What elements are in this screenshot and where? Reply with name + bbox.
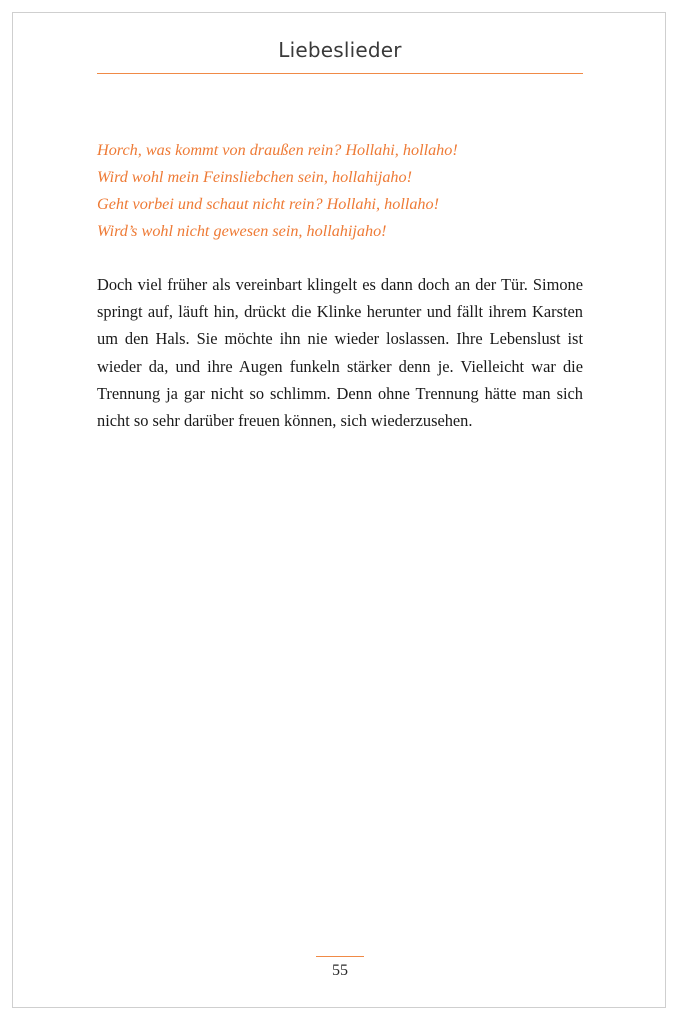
song-line: Wird wohl mein Feinsliebchen sein, hollahijaho!: [97, 168, 413, 186]
header-divider: [97, 73, 583, 74]
song-line: Horch, was kommt von draußen rein? Hollahi, hollaho!: [97, 141, 458, 159]
song-verse: [97, 137, 583, 245]
body-paragraph: Doch viel früher als vereinbart klingelt es dann doch an der Tür. Simone springt auf, läuft hin, drückt die Klinke herunter und fällt ihrem Karsten um den Hals. Sie möchte ihn nie wieder loslassen. Ihre Lebenslust ist wieder da, und ihre Augen funkeln stärker denn je. Vielleicht war die Trennung ja gar nicht so schlimm. Denn ohne Trennung hätte man sich nicht so sehr darüber freuen können, sich wiederzusehen.: [97, 275, 583, 431]
page-number: 55: [332, 962, 348, 979]
running-head-title: Liebeslieder: [278, 38, 402, 62]
song-line: Geht vorbei und schaut nicht rein? Hollahi, hollaho!: [97, 195, 439, 213]
song-line: Wird’s wohl nicht gewesen sein, hollahijaho!: [97, 222, 387, 240]
footer-divider: [316, 956, 364, 957]
